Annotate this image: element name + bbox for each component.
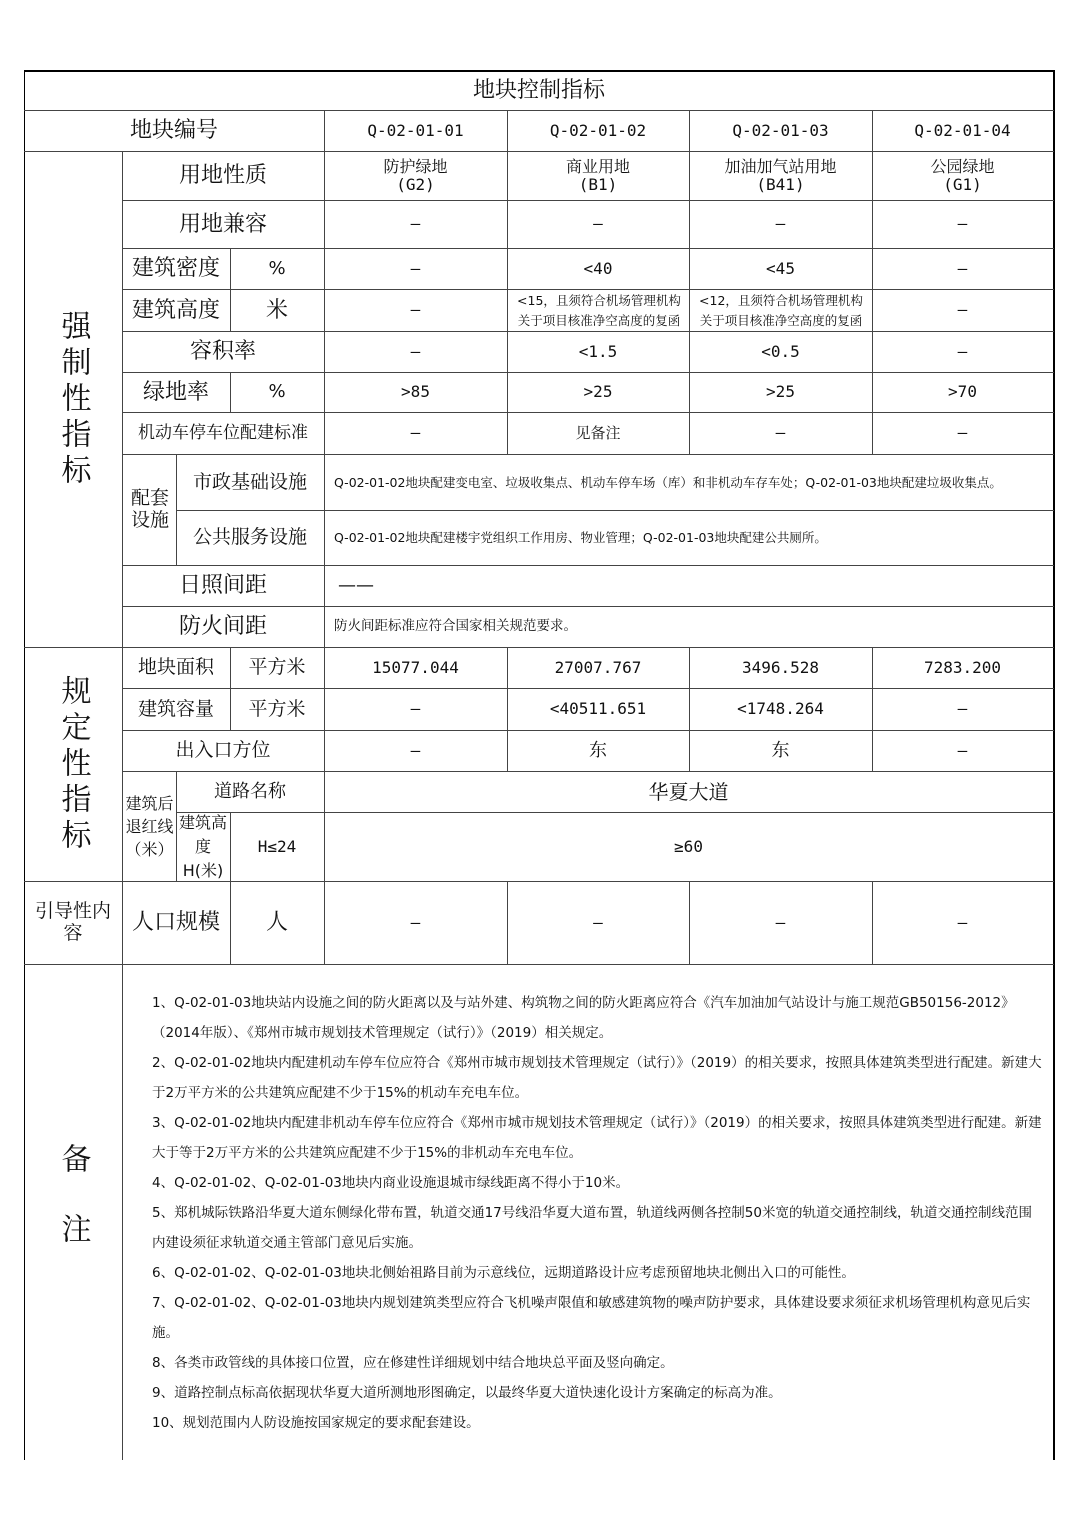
section-prescriptive: 规定性指标 xyxy=(55,674,91,855)
note-item: 1、Q-02-01-03地块站内设施之间的防火距离以及与站外建、构筑物之间的防火距离应符合《汽车加油加气站设计与施工规范GB50156-2012》（2014年版）、《郑州市城市规划技术管理规定（试行）》（2019）相关规定。 xyxy=(152,995,1015,1041)
far-label: 容积率 xyxy=(189,339,256,365)
land-use-cell: 公园绿地 (G1) xyxy=(930,156,995,194)
green-cell: >25 xyxy=(583,382,613,402)
area-cell: 15077.044 xyxy=(372,657,459,677)
density-cell: <40 xyxy=(583,258,613,278)
note-item: 6、Q-02-01-02、Q-02-01-03地块北侧始祖路目前为示意线位，远期道路设计应考虑预留地块北侧出入口的可能性。 xyxy=(152,1265,855,1281)
entrance-cell: 东 xyxy=(589,739,607,761)
building-height-value: H≤24 xyxy=(257,836,297,856)
capacity-cell: — xyxy=(957,699,968,719)
area-cell: 3496.528 xyxy=(741,657,820,677)
note-item: 3、Q-02-01-02地块内配建非机动车停车位应符合《郑州市城市规划技术管理规定（试行）》（2019）的相关要求，按照具体建筑类型进行配建。新建大于等于2万平方米的公共建筑应配建不少于15%的非机动车充电车位。 xyxy=(152,1115,1042,1161)
parking-cell: 见备注 xyxy=(575,423,621,442)
population-cell: — xyxy=(957,912,968,932)
public-label: 公共服务设施 xyxy=(192,526,307,549)
capacity-cell: — xyxy=(410,699,421,719)
density-cell: — xyxy=(410,258,421,278)
far-cell: <0.5 xyxy=(761,341,800,361)
plot-id-label: 地块编号 xyxy=(129,118,218,144)
entrance-cell: — xyxy=(410,740,421,760)
table-title: 地块控制指标 xyxy=(472,77,605,103)
height-unit: 米 xyxy=(265,297,288,323)
area-cell: 27007.767 xyxy=(554,657,642,677)
land-use-cell: 防护绿地 (G2) xyxy=(383,156,448,194)
plot-id: Q-02-01-03 xyxy=(732,120,829,140)
plot-id: Q-02-01-04 xyxy=(914,120,1011,140)
population-label: 人口规模 xyxy=(131,910,220,936)
compat-cell: — xyxy=(410,214,421,234)
compat-label: 用地兼容 xyxy=(178,211,267,237)
road-name-label: 道路名称 xyxy=(214,780,286,802)
entrance-cell: 东 xyxy=(771,739,790,761)
table-border-right xyxy=(1053,70,1055,1460)
plot-id: Q-02-01-01 xyxy=(367,120,464,140)
density-cell: — xyxy=(957,258,968,278)
compat-cell: — xyxy=(957,214,968,234)
parking-cell: — xyxy=(775,423,786,443)
note-item: 4、Q-02-01-02、Q-02-01-03地块内商业设施退城市绿线距离不得小于10米。 xyxy=(152,1175,630,1191)
density-unit: % xyxy=(268,257,286,279)
population-cell: — xyxy=(593,912,603,932)
municipal-label: 市政基础设施 xyxy=(192,470,307,493)
land-use-cell: 加油加气站用地 (B41) xyxy=(724,156,837,194)
green-cell: >25 xyxy=(766,382,795,402)
height-label: 建筑高度 xyxy=(131,297,220,323)
density-cell: <45 xyxy=(766,258,795,278)
area-label: 地块面积 xyxy=(137,656,214,679)
note-item: 2、Q-02-01-02地块内配建机动车停车位应符合《郑州市城市规划技术管理规定（试行）》（2019）的相关要求，按照具体建筑类型进行配建。新建大于2万平方米的公共建筑应配建不少于15%的机动车充电车位。 xyxy=(152,1055,1042,1101)
green-cell: >85 xyxy=(401,382,430,402)
population-unit: 人 xyxy=(265,910,288,936)
setback-label: 建筑后退红线（米） xyxy=(125,793,174,860)
far-cell: — xyxy=(410,341,421,361)
population-cell: — xyxy=(410,912,421,932)
entrance-label: 出入口方位 xyxy=(175,739,271,762)
fire-label: 防火间距 xyxy=(178,614,267,640)
population-cell: — xyxy=(775,912,786,932)
section-guidance: 引导性内容 xyxy=(34,900,111,944)
green-unit: % xyxy=(268,381,286,403)
municipal-text: Q-02-01-02地块配建变电室、垃圾收集点、机动车停车场（库）和非机动车存车处；Q-02-01-03地块配建垃圾收集点。 xyxy=(334,474,1002,490)
section-mandatory: 强制性指标 xyxy=(55,309,91,490)
sunlight-label: 日照间距 xyxy=(178,573,267,599)
building-height-label: 建筑高度H(米) xyxy=(178,813,227,880)
parking-label: 机动车停车位配建标准 xyxy=(138,422,308,443)
entrance-cell: — xyxy=(957,740,968,760)
capacity-cell: <1748.264 xyxy=(737,699,824,719)
capacity-label: 建筑容量 xyxy=(137,697,214,720)
sunlight-value: —— xyxy=(338,574,374,596)
green-cell: >70 xyxy=(948,382,977,402)
parking-cell: — xyxy=(410,423,421,443)
height-cell: — xyxy=(957,300,968,320)
plot-id: Q-02-01-02 xyxy=(549,120,647,140)
compat-cell: — xyxy=(593,214,603,234)
height-cell: <12，且须符合机场管理机构关于项目核准净空高度的复函 xyxy=(699,293,863,328)
public-text: Q-02-01-02地块配建楼宇党组织工作用房、物业管理；Q-02-01-03地块配建公共厕所。 xyxy=(334,529,827,545)
compat-cell: — xyxy=(775,214,786,234)
note-item: 9、道路控制点标高依据现状华夏大道所测地形图确定，以最终华夏大道快速化设计方案确定的标高为准。 xyxy=(152,1385,782,1401)
note-item: 7、Q-02-01-02、Q-02-01-03地块内规划建筑类型应符合飞机噪声限值和敏感建筑物的噪声防护要求，具体建设要求须征求机场管理机构意见后实施。 xyxy=(152,1295,1031,1341)
parking-cell: — xyxy=(957,423,968,443)
land-use-cell: 商业用地 (B1) xyxy=(565,156,630,194)
area-cell: 7283.200 xyxy=(923,657,1002,677)
note-item: 10、规划范围内人防设施按国家规定的要求配套建设。 xyxy=(152,1415,480,1431)
setback-value: ≥60 xyxy=(674,836,703,856)
land-use-label: 用地性质 xyxy=(178,163,267,189)
section-remarks: 备注 xyxy=(55,1142,91,1283)
height-cell: <15，且须符合机场管理机构关于项目核准净空高度的复函 xyxy=(517,293,681,328)
note-item: 8、各类市政管线的具体接口位置，应在修建性详细规划中结合地块总平面及竖向确定。 xyxy=(152,1355,674,1371)
area-unit: 平方米 xyxy=(248,656,306,679)
far-cell: <1.5 xyxy=(578,341,618,361)
capacity-unit: 平方米 xyxy=(248,697,306,720)
note-item: 5、郑机城际铁路沿华夏大道东侧绿化带布置，轨道交通17号线沿华夏大道布置，轨道线两侧各控制50米宽的轨道交通控制线，轨道交通控制线范围内建设须征求轨道交通主管部门意见后实施。 xyxy=(152,1205,1032,1251)
capacity-cell: <40511.651 xyxy=(549,699,647,719)
remarks-notes xyxy=(152,988,1042,1438)
height-cell: — xyxy=(410,300,421,320)
green-label: 绿地率 xyxy=(142,379,209,405)
facilities-label: 配套设施 xyxy=(130,487,169,531)
far-cell: — xyxy=(957,341,968,361)
fire-value: 防火间距标准应符合国家相关规范要求。 xyxy=(334,618,577,635)
road-name-value: 华夏大道 xyxy=(648,779,729,804)
density-label: 建筑密度 xyxy=(131,256,220,282)
